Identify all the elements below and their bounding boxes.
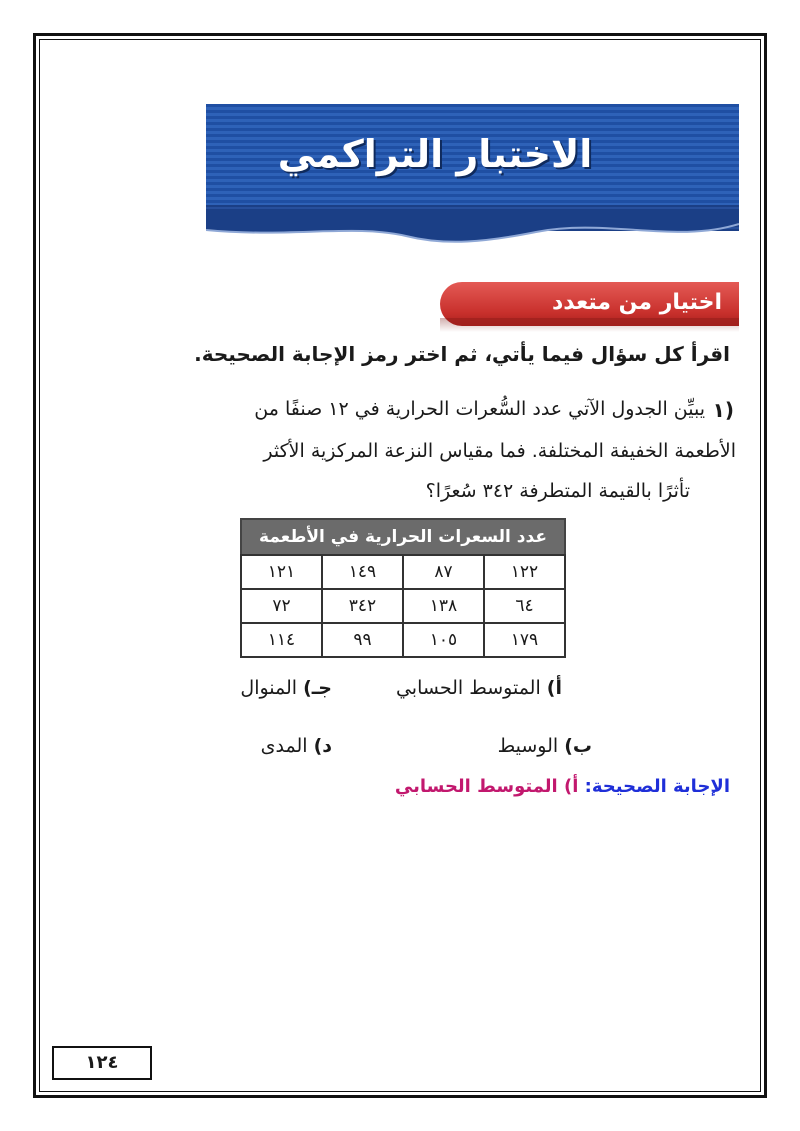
section-title: اختيار من متعدد <box>551 290 722 315</box>
table-cell: ١٢١ <box>241 555 322 589</box>
table-cell: ٨٧ <box>403 555 484 589</box>
option-d-letter: د) <box>313 735 332 757</box>
option-c[interactable] <box>240 677 332 699</box>
table-cell: ١٢٢ <box>484 555 565 589</box>
question-line-2: الأطعمة الخفيفة المختلفة. فما مقياس النزعة المركزية الأكثر <box>263 440 736 462</box>
option-a[interactable] <box>396 677 562 699</box>
question-line-1: يبيِّن الجدول الآتي عدد السُّعرات الحرارية في ١٢ صنفًا من <box>254 398 705 420</box>
option-b[interactable] <box>498 735 592 757</box>
question-line-3: تأثرًا بالقيمة المتطرفة ٣٤٢ سُعرًا؟ <box>425 480 690 502</box>
answer-value: أ) المتوسط الحسابي <box>394 776 579 797</box>
calories-table <box>240 518 566 658</box>
table-cell: ١٧٩ <box>484 623 565 657</box>
instruction-text: اقرأ كل سؤال فيما يأتي، ثم اختر رمز الإجابة الصحيحة. <box>194 342 730 366</box>
table-grid <box>240 554 566 658</box>
page-title: الاختبار التراكمي <box>277 132 593 176</box>
option-d-text: المدى <box>260 735 308 757</box>
table-row <box>241 623 565 657</box>
option-c-letter: جـ) <box>303 677 332 699</box>
option-c-text: المنوال <box>240 677 298 699</box>
section-tab-shadow <box>440 318 739 332</box>
correct-answer <box>395 776 730 797</box>
table-cell: ١٠٥ <box>403 623 484 657</box>
table-cell: ١٣٨ <box>403 589 484 623</box>
option-a-text: المتوسط الحسابي <box>395 677 541 699</box>
question-number: ١) <box>712 398 734 422</box>
banner-wave-decoration <box>206 210 739 250</box>
table-cell: ١٤٩ <box>322 555 403 589</box>
option-b-text: الوسيط <box>497 735 559 757</box>
table-row <box>241 589 565 623</box>
option-b-letter: ب) <box>564 735 592 757</box>
option-a-letter: أ) <box>546 677 562 699</box>
table-row <box>241 555 565 589</box>
table-title: عدد السعرات الحرارية في الأطعمة <box>240 518 566 554</box>
table-cell: ١١٤ <box>241 623 322 657</box>
table-cell: ٩٩ <box>322 623 403 657</box>
table-cell: ٣٤٢ <box>322 589 403 623</box>
table-cell: ٦٤ <box>484 589 565 623</box>
answer-label: الإجابة الصحيحة: <box>584 776 730 797</box>
table-cell: ٧٢ <box>241 589 322 623</box>
option-d[interactable] <box>261 735 332 757</box>
page-number: ١٢٤ <box>52 1046 152 1080</box>
